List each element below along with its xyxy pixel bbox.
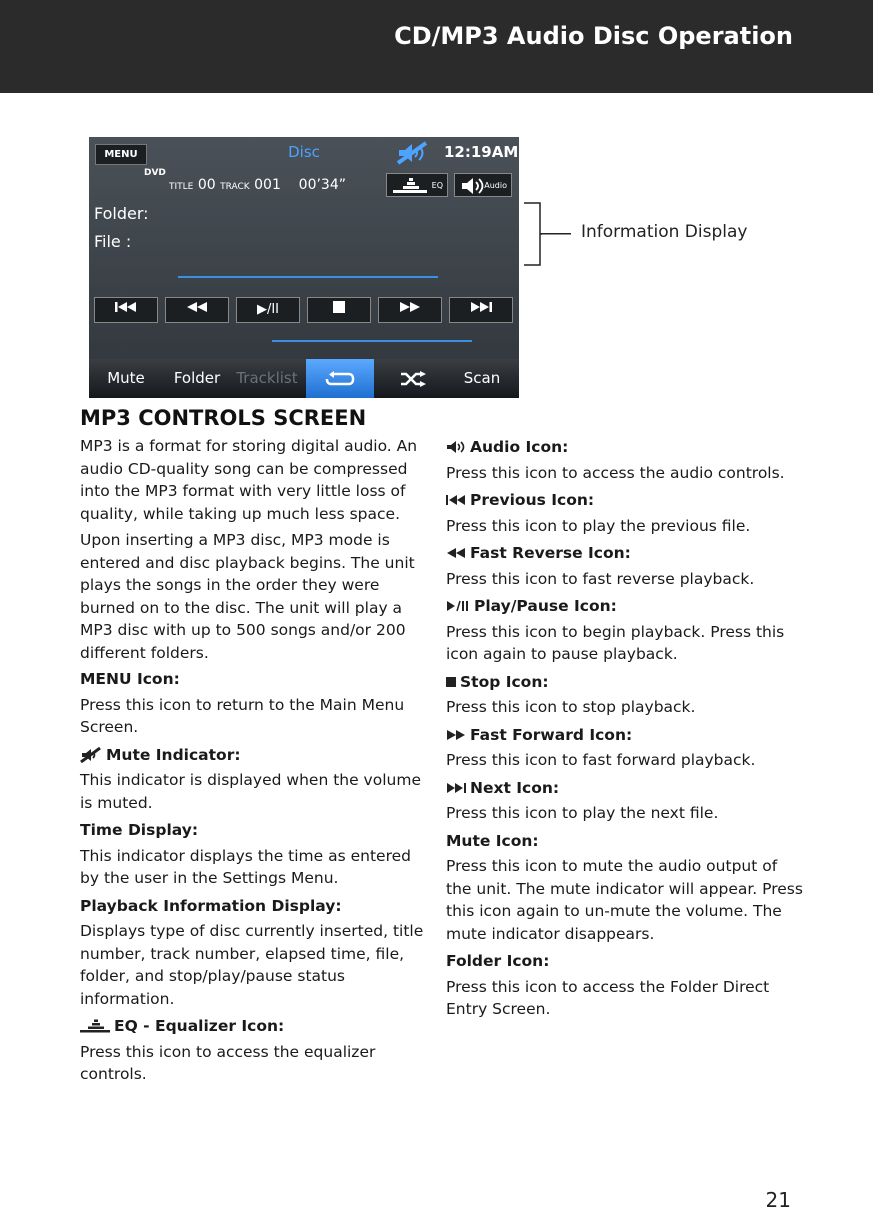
previous-icon (114, 301, 138, 313)
fast-reverse-section (446, 542, 806, 590)
next-icon (469, 301, 493, 313)
bottom-tab-bar (89, 359, 519, 398)
device-screen (89, 137, 519, 398)
callout-line (541, 233, 571, 235)
folder-field-label: Folder: (94, 204, 149, 223)
fast-forward-text: Press this icon to fast forward playback. (446, 751, 756, 769)
fast-reverse-text: Press this icon to fast reverse playback. (446, 569, 755, 588)
previous-icon-text: Press this icon to play the previous file. (446, 516, 751, 535)
playback-info-text: Displays type of disc currently inserted, title number, track number, elapsed time, file, folder, and stop/play/pause status information. (80, 922, 424, 1008)
menu-icon-text: Press this icon to return to the Main Menu Screen. (80, 695, 405, 736)
transport-controls (94, 297, 514, 323)
fast-forward-icon (446, 730, 466, 740)
playback-info-section (80, 895, 430, 1011)
next-icon-text: Press this icon to play the next file. (446, 804, 719, 822)
eq-label: EQ (431, 181, 443, 190)
disc-type: DVD (144, 168, 166, 178)
audio-label: Audio (484, 181, 507, 190)
intro-paragraph-1: MP3 is a format for storing digital audio. An audio CD-quality song can be compressed into the MP3 format with very little loss of quality, while taking up much less space. (80, 437, 418, 523)
stop-icon (333, 301, 345, 313)
play-pause-section (446, 595, 806, 666)
stop-heading: Stop Icon: (460, 672, 549, 691)
mute-icon-heading: Mute Icon: (446, 831, 539, 850)
mute-indicator-icon (80, 747, 102, 763)
left-column (80, 435, 430, 1091)
stop-text: Press this icon to stop playback. (446, 698, 696, 716)
tab-scan[interactable]: Scan (463, 369, 501, 387)
speaker-icon (461, 178, 487, 194)
intro-paragraph-2: Upon inserting a MP3 disc, MP3 mode is entered and disc playback begins. The unit plays the songs in the order they were burned on to the disc. The unit will play a MP3 disc with up to 500 songs and/or 200 different folders. (80, 531, 415, 662)
tab-shuffle[interactable] (379, 359, 447, 398)
fast-reverse-button[interactable] (165, 297, 229, 323)
mute-icon-text: Press this icon to mute the audio output of the unit. The mute indicator will appear. Press this icon again to un-mute the volume. The mute indicator disappears. (446, 857, 803, 943)
folder-icon-section (446, 950, 806, 1021)
progress-line-top (178, 276, 438, 278)
audio-icon-section (446, 436, 806, 484)
play-pause-heading: Play/Pause Icon: (474, 597, 617, 615)
next-icon (446, 783, 466, 793)
eq-icon-heading: EQ - Equalizer Icon: (114, 1017, 285, 1035)
tab-folder[interactable]: Folder (173, 369, 221, 387)
header-bar (0, 0, 873, 93)
speaker-icon (446, 440, 466, 454)
tab-mute[interactable]: Mute (107, 369, 145, 387)
folder-icon-text: Press this icon to access the Folder Direct Entry Screen. (446, 977, 770, 1018)
fast-reverse-icon (446, 548, 466, 558)
equalizer-icon (393, 178, 427, 194)
time-display-section (80, 819, 430, 890)
repeat-icon (325, 371, 355, 387)
eq-icon-section (80, 1015, 430, 1086)
next-icon-heading: Next Icon: (470, 778, 560, 797)
folder-icon-heading: Folder Icon: (446, 952, 550, 970)
file-field-label: File : (94, 232, 132, 251)
clock-display: 12:19AM (444, 143, 519, 161)
audio-button[interactable] (454, 173, 512, 197)
mute-indicator-text: This indicator is displayed when the volume is muted. (80, 771, 421, 812)
fast-reverse-heading: Fast Reverse Icon: (470, 544, 631, 562)
mute-indicator-section (80, 744, 430, 815)
stop-section (446, 671, 806, 719)
progress-line-bottom (272, 340, 472, 342)
next-button[interactable] (449, 297, 513, 323)
section-title: MP3 CONTROLS SCREEN (80, 406, 367, 430)
menu-button[interactable]: MENU (95, 144, 147, 165)
callout-label: Information Display (581, 222, 748, 242)
page-number: 21 (765, 1188, 791, 1212)
time-display-heading: Time Display: (80, 821, 199, 839)
fast-forward-button[interactable] (378, 297, 442, 323)
play-pause-button[interactable]: ▶/II (236, 297, 300, 323)
track-label: TRACK (220, 182, 250, 192)
time-display-text: This indicator displays the time as entered by the user in the Settings Menu. (80, 846, 411, 887)
menu-icon-section (80, 668, 430, 739)
equalizer-icon (80, 1019, 110, 1033)
audio-icon-text: Press this icon to access the audio controls. (446, 463, 785, 482)
audio-icon-heading: Audio Icon: (470, 438, 569, 456)
callout-bracket (520, 202, 542, 266)
fast-forward-heading: Fast Forward Icon: (470, 725, 633, 744)
mute-indicator-icon (395, 141, 429, 165)
menu-icon-heading: MENU Icon: (80, 670, 180, 688)
previous-button[interactable] (94, 297, 158, 323)
stop-icon (446, 677, 456, 687)
tab-tracklist[interactable]: Tracklist (236, 369, 298, 387)
fast-forward-section (446, 724, 806, 772)
next-icon-section (446, 777, 806, 825)
eq-icon-text: Press this icon to access the equalizer controls. (80, 1042, 376, 1083)
fast-reverse-icon (186, 301, 208, 313)
title-label: TITLE (169, 182, 194, 192)
play-pause-icon (446, 600, 470, 612)
elapsed-time: 00’34” (298, 177, 347, 193)
right-column (446, 436, 806, 1026)
previous-icon (446, 495, 466, 505)
tab-repeat[interactable] (306, 359, 374, 398)
screen-title: Disc (288, 143, 320, 161)
previous-icon-heading: Previous Icon: (470, 491, 595, 509)
mute-indicator-heading: Mute Indicator: (106, 745, 241, 764)
playback-info-heading: Playback Information Display: (80, 896, 342, 915)
page-title: CD/MP3 Audio Disc Operation (394, 22, 793, 50)
track-number: 001 (254, 177, 281, 193)
title-number: 00 (197, 177, 216, 193)
previous-icon-section (446, 489, 806, 537)
fast-forward-icon (399, 301, 421, 313)
playback-info (169, 177, 346, 193)
play-pause-text: Press this icon to begin playback. Press this icon again to pause playback. (446, 622, 785, 663)
stop-button[interactable] (307, 297, 371, 323)
eq-button[interactable] (386, 173, 448, 197)
mute-icon-section (446, 830, 806, 946)
shuffle-icon (400, 371, 426, 387)
